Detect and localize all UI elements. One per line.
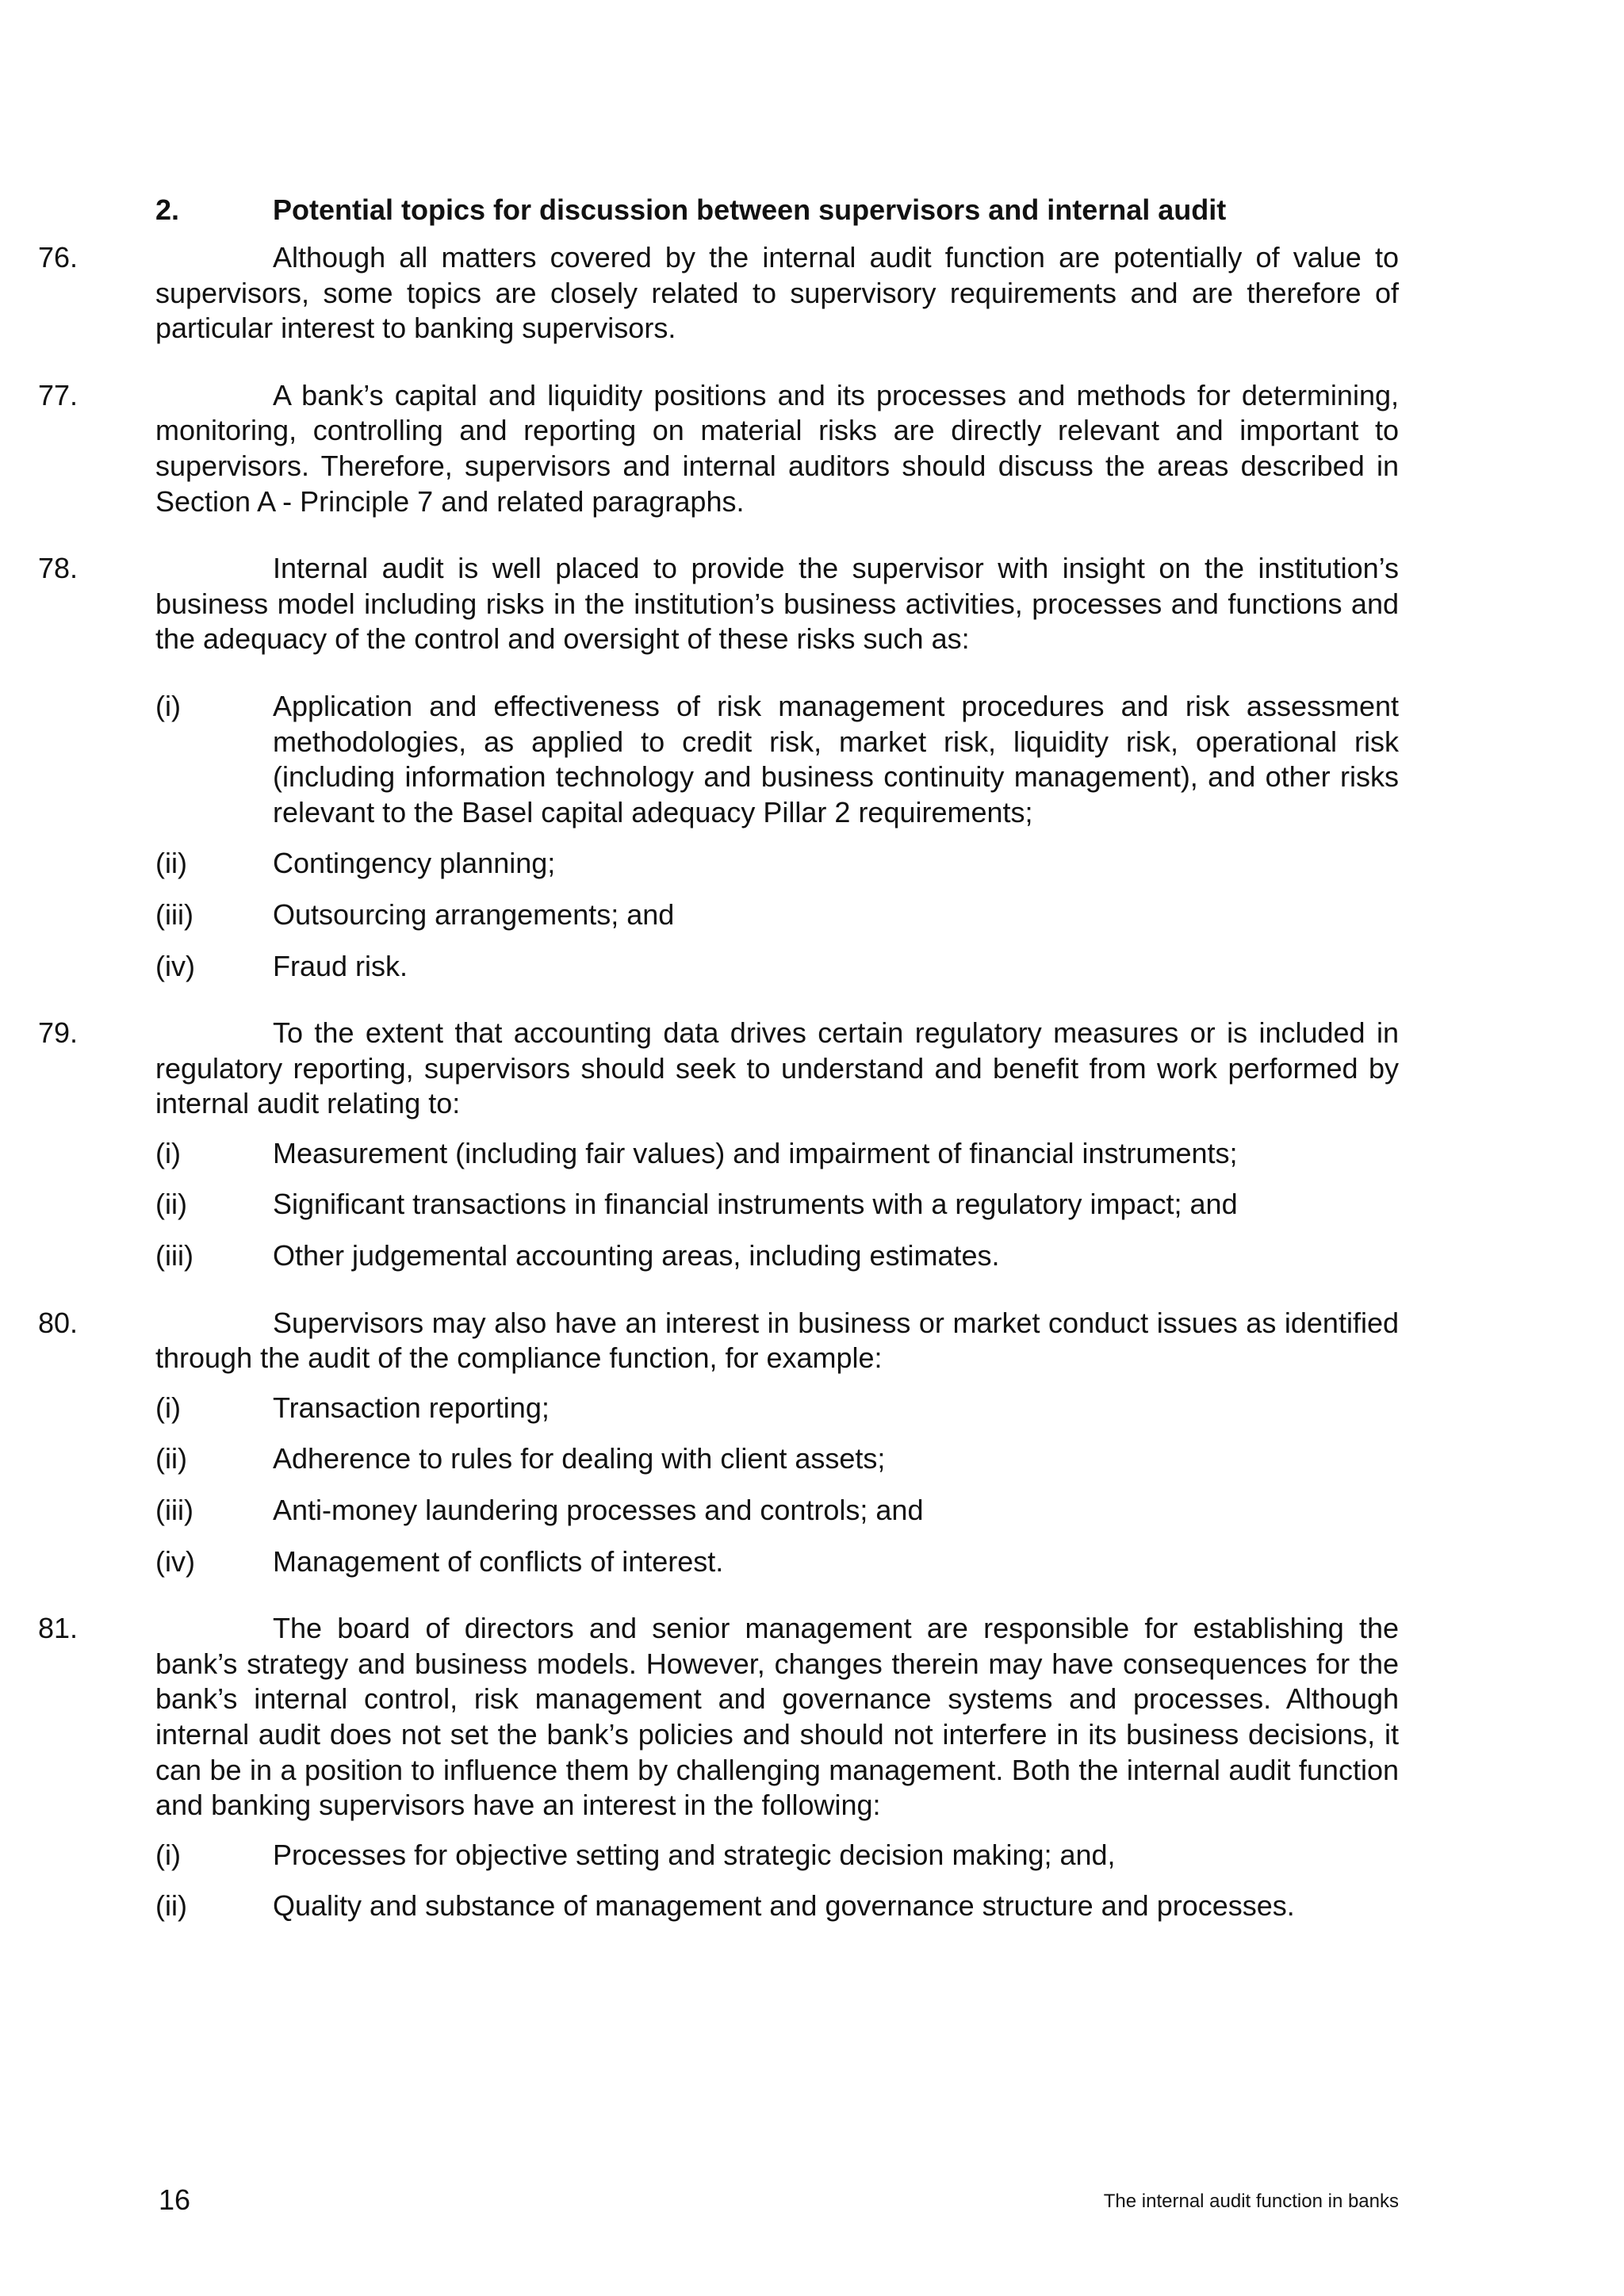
list-text: Transaction reporting; (273, 1391, 550, 1424)
list-item (155, 1493, 1399, 1529)
list-marker: (i) (155, 1838, 181, 1871)
list-text: Quality and substance of management and governance structure and processes. (273, 1889, 1295, 1923)
list-marker: (iii) (155, 897, 193, 931)
list-item (155, 1238, 1399, 1274)
section-heading (155, 193, 1399, 228)
paragraph-number: 78. (38, 552, 79, 585)
paragraph-80 (38, 1306, 1399, 1376)
list-text: Anti-money laundering processes and controls; and (273, 1494, 924, 1527)
paragraph-text: Although all matters covered by the internal audit function are potentially of value to supervisors, some topics are closely related to supervisory requirements and are therefore of particular interest to banking supervisors. (155, 241, 1399, 345)
list-marker: (ii) (155, 1188, 187, 1221)
list-item (155, 1187, 1399, 1223)
paragraph-76 (38, 240, 1399, 346)
list-text: Processes for objective setting and strategic decision making; and, (273, 1838, 1116, 1871)
list-marker: (iii) (155, 1239, 193, 1272)
section-title: Potential topics for discussion between supervisors and internal audit (273, 193, 1227, 226)
list-marker: (iv) (155, 949, 195, 982)
list-item (155, 1391, 1399, 1426)
paragraph-81 (38, 1611, 1399, 1823)
paragraph-number: 76. (38, 241, 79, 274)
list-text: Significant transactions in financial instruments with a regulatory impact; and (273, 1188, 1238, 1221)
list-item (155, 1544, 1399, 1580)
list-item (155, 897, 1399, 933)
paragraph-text: The board of directors and senior management are responsible for establishing the bank’s strategy and business models. However, changes therein may have consequences for the bank’s internal control, risk management and governance systems and processes. Although internal audit does not set the bank’s policies and should not interfere in its business decisions, it can be in a position to influence them by challenging management. Both the internal audit function and banking supervisors have an interest in the following: (155, 1612, 1399, 1822)
list-text: Management of conflicts of interest. (273, 1544, 724, 1578)
list-marker: (i) (155, 689, 181, 722)
list-item (155, 1441, 1399, 1477)
paragraph-77 (38, 378, 1399, 519)
paragraph-78 (38, 551, 1399, 657)
list-marker: (iii) (155, 1494, 193, 1527)
list-text: Other judgemental accounting areas, including estimates. (273, 1239, 1000, 1272)
list-item (155, 689, 1399, 830)
list-item (155, 1838, 1399, 1873)
paragraph-79 (38, 1016, 1399, 1122)
list-marker: (ii) (155, 1442, 187, 1475)
paragraph-number: 80. (38, 1306, 79, 1339)
paragraph-number: 79. (38, 1016, 79, 1050)
list-marker: (ii) (155, 847, 187, 880)
paragraph-text: A bank’s capital and liquidity positions and its processes and methods for determining, monitoring, controlling and reporting on material risks are directly relevant and important to supervisors. Therefore, supervisors and internal auditors should discuss the areas described in Section A - Principle 7 and related paragraphs. (155, 378, 1399, 518)
list-item (155, 949, 1399, 985)
list-marker: (iv) (155, 1544, 195, 1578)
document-page (38, 193, 1399, 1940)
list-marker: (i) (155, 1136, 181, 1169)
list-item (155, 1888, 1399, 1924)
list-text: Measurement (including fair values) and impairment of financial instruments; (273, 1136, 1238, 1169)
list-text: Adherence to rules for dealing with client assets; (273, 1442, 886, 1475)
paragraph-text: Internal audit is well placed to provide the supervisor with insight on the institution’s business model including risks in the institution’s business activities, processes and functions and the adequacy of the control and oversight of these risks such as: (155, 552, 1399, 656)
section-number: 2. (155, 193, 180, 226)
paragraph-number: 81. (38, 1612, 79, 1645)
paragraph-text: Supervisors may also have an interest in business or market conduct issues as identified through the audit of the compliance function, for example: (155, 1306, 1399, 1375)
footer-document-title: The internal audit function in banks (1103, 2191, 1399, 2212)
list-item (155, 1136, 1399, 1172)
paragraph-text: To the extent that accounting data drives certain regulatory measures or is included in regulatory reporting, supervisors should seek to understand and benefit from work performed by internal audit relating to: (155, 1016, 1399, 1120)
page-number: 16 (159, 2183, 191, 2216)
list-text: Outsourcing arrangements; and (273, 897, 675, 931)
list-text: Contingency planning; (273, 847, 556, 880)
list-marker: (ii) (155, 1889, 187, 1923)
list-text: Fraud risk. (273, 949, 408, 982)
paragraph-number: 77. (38, 378, 79, 411)
list-item (155, 846, 1399, 882)
list-marker: (i) (155, 1391, 181, 1424)
list-text: Application and effectiveness of risk management procedures and risk assessment methodologies, as applied to credit risk, market risk, liquidity risk, operational risk (including information technology and business continuity management), and other risks relevant to the Basel capital adequacy Pillar 2 requirements; (273, 689, 1399, 828)
